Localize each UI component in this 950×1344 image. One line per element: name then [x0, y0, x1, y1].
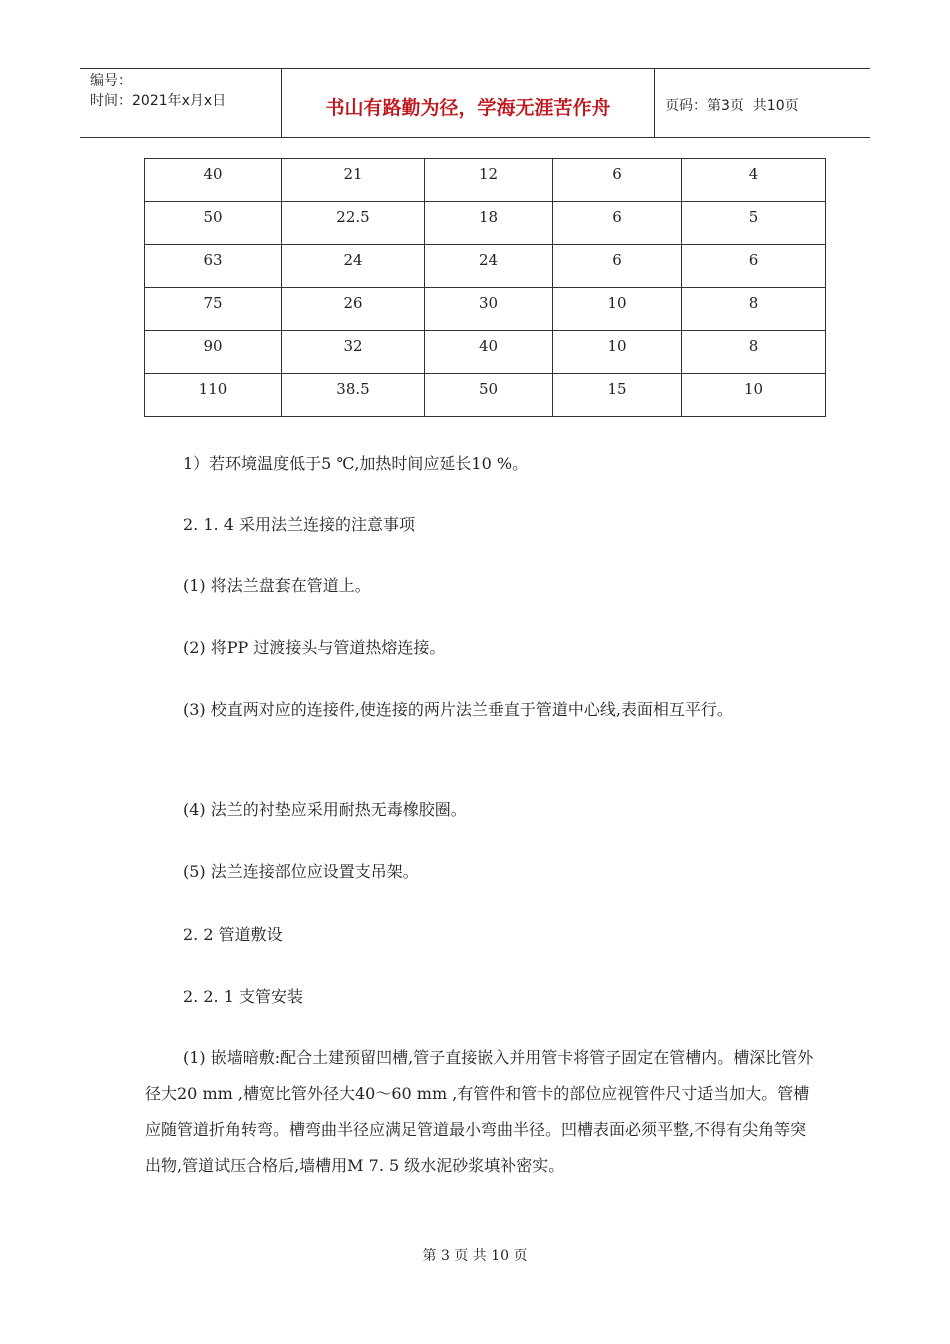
table-cell: 40: [425, 331, 553, 374]
table-cell: 30: [425, 288, 553, 331]
table-cell: 8: [682, 331, 826, 374]
table-cell: 6: [553, 159, 682, 202]
list-item: (5) 法兰连接部位应设置支吊架。: [183, 862, 419, 881]
table-cell: 6: [553, 245, 682, 288]
table-cell: 10: [553, 288, 682, 331]
header-motto: 书山有路勤为径，学海无涯苦作舟: [282, 69, 655, 137]
table-cell: 24: [425, 245, 553, 288]
table-cell: 50: [425, 374, 553, 417]
page-footer: 第 3 页 共 10 页: [422, 1248, 528, 1264]
table-cell: 50: [145, 202, 282, 245]
table-cell: 21: [282, 159, 425, 202]
section-heading-2-2-1: 2. 2. 1 支管安装: [183, 987, 303, 1006]
table-cell: 40: [145, 159, 282, 202]
table-cell: 90: [145, 331, 282, 374]
table-cell: 63: [145, 245, 282, 288]
table-cell: 22.5: [282, 202, 425, 245]
document-time-label: 时间：2021年x月x日: [90, 93, 227, 109]
section-heading-2-2: 2. 2 管道敷设: [183, 925, 283, 944]
list-item: (1) 将法兰盘套在管道上。: [183, 576, 371, 595]
table-cell: 5: [682, 202, 826, 245]
table-row: [145, 159, 826, 202]
header-right: [655, 69, 870, 137]
table-row: [145, 245, 826, 288]
list-item: (4) 法兰的衬垫应采用耐热无毒橡胶圈。: [183, 800, 467, 819]
table-cell: 6: [682, 245, 826, 288]
page-number-label: 页码：第3页 共10页: [665, 98, 799, 114]
list-item: (3) 校直两对应的连接件,使连接的两片法兰垂直于管道中心线,表面相互平行。: [183, 700, 733, 719]
table-cell: 10: [553, 331, 682, 374]
table-cell: 32: [282, 331, 425, 374]
table-row: [145, 374, 826, 417]
table-row: [145, 288, 826, 331]
section-heading-2-1-4: 2. 1. 4 采用法兰连接的注意事项: [183, 515, 415, 534]
table-cell: 24: [282, 245, 425, 288]
table-cell: 10: [682, 374, 826, 417]
document-number-label: 编号：: [90, 73, 132, 89]
note-paragraph: 1）若环境温度低于5 ℃,加热时间应延长10 %。: [183, 454, 529, 473]
table-cell: 12: [425, 159, 553, 202]
page-header: [80, 68, 870, 138]
table-cell: 6: [553, 202, 682, 245]
table-cell: 8: [682, 288, 826, 331]
table-cell: 75: [145, 288, 282, 331]
body-paragraph: (1) 嵌墙暗敷:配合土建预留凹槽,管子直接嵌入并用管卡将管子固定在管槽内。槽深比管外径大20 mm ,槽宽比管外径大40～60 mm ,有管件和管卡的部位应视管件尺寸适当加大。管槽应随管道折角转弯。槽弯曲半径应满足管道最小弯曲半径。凹槽表面必须平整,不得有尖角等突出物,管道试压合格后,墙槽用M 7. 5 级水泥砂浆填补密实。: [145, 1048, 814, 1175]
data-table: [144, 158, 826, 417]
table-cell: 15: [553, 374, 682, 417]
header-left: [80, 69, 282, 137]
table-cell: 26: [282, 288, 425, 331]
list-item: (2) 将PP 过渡接头与管道热熔连接。: [183, 638, 446, 657]
table-row: [145, 202, 826, 245]
table-row: [145, 331, 826, 374]
table-cell: 38.5: [282, 374, 425, 417]
table-cell: 4: [682, 159, 826, 202]
table-cell: 110: [145, 374, 282, 417]
table-cell: 18: [425, 202, 553, 245]
